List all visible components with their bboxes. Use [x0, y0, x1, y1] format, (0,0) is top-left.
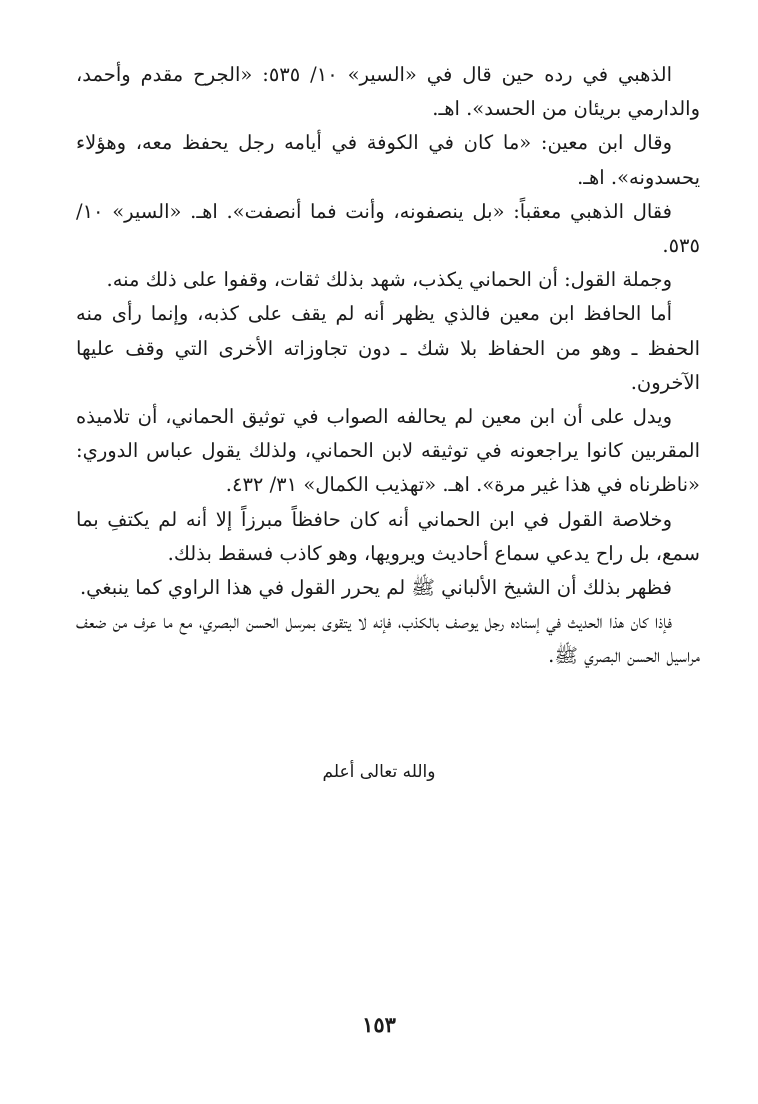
paragraph-5: أما الحافظ ابن معين فالذي يظهر أنه لم يقف على كذبه، وإنما رأى منه الحفظ ـ وهو من الحفاظ بلا شك ـ دون تجاوزاته الأخرى التي وقف عليها الآخرون.: [76, 302, 700, 394]
page-number: ١٥٣: [362, 1012, 396, 1037]
paragraph-3: فقال الذهبي معقباً: «بل ينصفونه، وأنت فما أنصفت». اهـ. «السير» ١٠/ ٥٣٥.: [76, 199, 700, 258]
paragraph-7: وخلاصة القول في ابن الحماني أنه كان حافظاً مبرزاً إلا أنه لم يكتفِ بما سمع، بل راح يدعي سماع أحاديث ويرويها، وهو كاذب فسقط بذلك.: [76, 507, 700, 565]
paragraph-2: وقال ابن معين: «ما كان في الكوفة في أيامه رجل يحفظ معه، وهؤلاء يحسدونه». اهـ.: [76, 131, 700, 189]
paragraph-8: فظهر بذلك أن الشيخ الألباني ﷺ لم يحرر القول في هذا الراوي كما ينبغي.: [79, 576, 672, 600]
paragraph-9: فإذا كان هذا الحديث في إسناده رجل يوصف بالكذب، فإنه لا يتقوى بمرسل الحسن البصري، مع ما عرف من ضعف مراسيل الحسن البصري ﷺ.: [76, 610, 700, 668]
closing-phrase: والله تعالى أعلم: [322, 762, 436, 782]
paragraph-6: ويدل على أن ابن معين لم يحالفه الصواب في توثيق الحماني، أن تلاميذه المقربين كانوا يراجعونه في توثيقه لابن الحماني، ولذلك يقول عباس الدوري: «ناظرناه في هذا غير مرة». اهـ. «تهذيب الكمال» ٣١/ ٤٣٢.: [76, 405, 700, 497]
paragraph-4: وجملة القول: أن الحماني يكذب، شهد بذلك ثقات، وقفوا على ذلك منه.: [106, 268, 672, 292]
body-text: [76, 58, 700, 674]
paragraph-1: الذهبي في رده حين قال في «السير» ١٠/ ٥٣٥: «الجرح مقدم وأحمد، والدارمي بريئان من الحسد». اهـ.: [76, 63, 700, 121]
